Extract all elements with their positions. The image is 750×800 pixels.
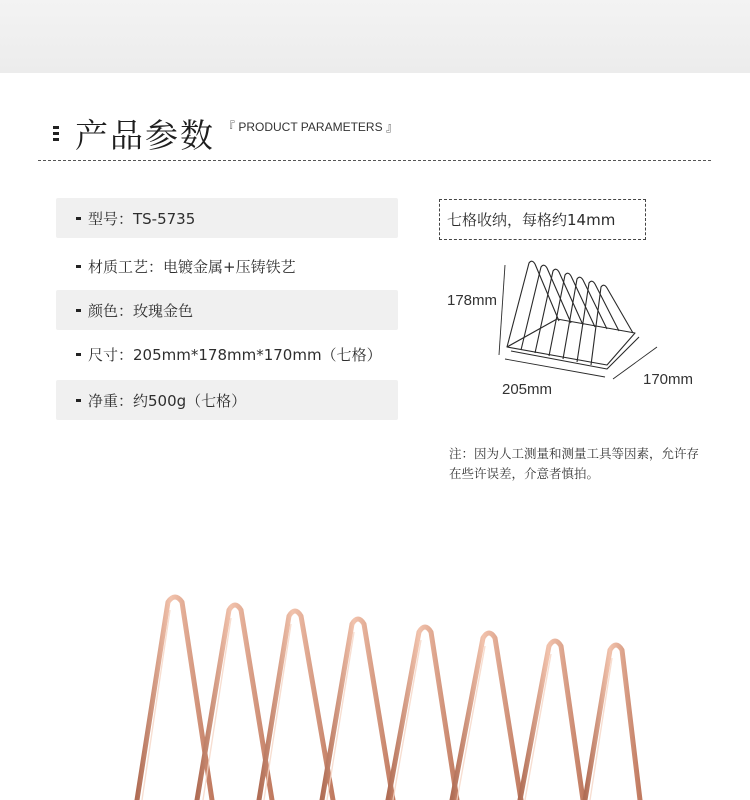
file-rack-line-drawing bbox=[495, 255, 665, 385]
spec-row-color bbox=[56, 290, 398, 330]
bullet-dash-icon bbox=[76, 265, 81, 268]
spec-text: 型号：TS-5735 bbox=[88, 209, 196, 228]
menu-bars-icon bbox=[53, 126, 59, 142]
dashed-divider bbox=[38, 160, 711, 161]
spec-text: 颜色：玫瑰金色 bbox=[88, 301, 194, 320]
spec-text: 材质工艺：电镀金属+压铸铁艺 bbox=[88, 257, 296, 276]
bullet-dash-icon bbox=[76, 353, 81, 356]
rose-gold-rack-photo bbox=[0, 580, 750, 800]
spec-row-model bbox=[56, 198, 398, 238]
section-header bbox=[50, 108, 710, 158]
depth-dimension-label: 170mm bbox=[643, 371, 694, 388]
spec-row-weight bbox=[56, 380, 398, 420]
spec-text: 净重：约500g（七格） bbox=[88, 391, 247, 410]
spec-text: 尺寸：205mm*178mm*170mm（七格） bbox=[88, 345, 382, 364]
width-dimension-label: 205mm bbox=[502, 381, 553, 398]
spec-row-material bbox=[56, 246, 398, 286]
spec-row-size bbox=[56, 334, 398, 374]
measurement-disclaimer: 注：因为人工测量和测量工具等因素，允许存在些许误差，介意者慎拍。 bbox=[449, 446, 700, 481]
bullet-dash-icon bbox=[76, 399, 81, 402]
section-title: 产品参数 bbox=[75, 116, 215, 155]
compartment-note: 七格收纳，每格约14mm bbox=[439, 199, 646, 240]
height-dimension-label: 178mm bbox=[447, 292, 498, 309]
top-banner bbox=[0, 0, 750, 73]
section-subtitle: 『 PRODUCT PARAMETERS 』 bbox=[223, 120, 398, 134]
bullet-dash-icon bbox=[76, 217, 81, 220]
bullet-dash-icon bbox=[76, 309, 81, 312]
